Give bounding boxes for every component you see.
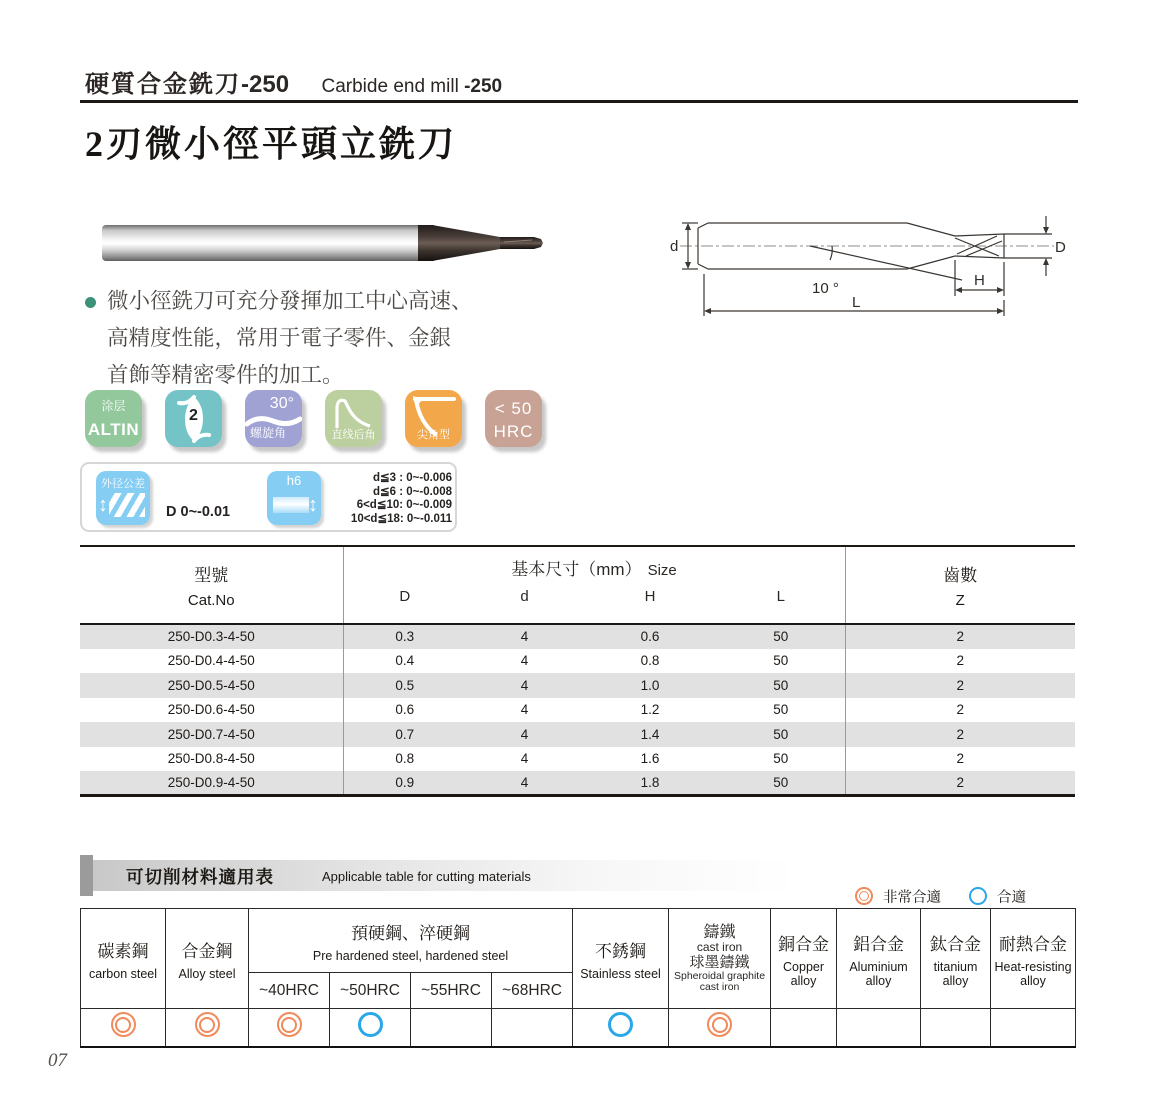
diagram-label-H: H (974, 272, 985, 289)
hardness-unit: HRC (493, 422, 534, 441)
suitability-mark (111, 1012, 136, 1037)
suitability-cell (837, 1009, 921, 1047)
mat-col-aluminium-alloy: 鋁合金 Aluminium alloy (837, 909, 921, 1009)
straight-relief-label: 直线后角 (331, 429, 376, 441)
cat-no: 250-D0.4-4-50 (167, 653, 255, 669)
sharp-corner-label: 尖角型 (417, 429, 450, 441)
materials-table-section (80, 908, 1075, 1048)
product-description (85, 283, 505, 394)
col-header-H: H (583, 588, 717, 624)
table-row: 250-D0.5-4-50 0.5 4 1.0 50 2 (80, 673, 1075, 698)
suitability-cell (249, 1009, 330, 1047)
table-row: 250-D0.3-4-50 0.3 4 0.6 50 2 (80, 624, 1075, 649)
mat-col-heat-resisting-alloy: 耐熱合金 Heat-resisting alloy (991, 909, 1076, 1009)
table-row: 250-D0.4-4-50 0.4 4 0.8 50 2 (80, 649, 1075, 674)
suitability-legend (855, 885, 1075, 907)
materials-table (80, 908, 1076, 1048)
very-suitable-label: 非常合適 (883, 889, 941, 906)
table-row: 250-D0.7-4-50 0.7 4 1.4 50 2 (80, 722, 1075, 747)
suitability-mark (608, 1012, 633, 1037)
product-title: 2刃微小徑平頭立銑刀 (85, 124, 458, 164)
hardness-badge (485, 390, 542, 447)
od-tolerance-label: 外径公差 (101, 478, 145, 490)
flute-count-value: 2 (189, 407, 198, 424)
mat-col-hardened-steel-group: 預硬鋼、淬硬鋼 Pre hardened steel, hardened steel (249, 909, 573, 973)
mat-subcol-68hrc: ~68HRC (492, 973, 573, 1009)
sharp-corner-badge (405, 390, 462, 447)
mat-col-alloy-steel: 合金鋼 Alloy steel (166, 909, 249, 1009)
col-header-d: d (466, 588, 583, 624)
col-header-L: L (717, 588, 845, 624)
helix-angle-value: 30° (269, 395, 294, 412)
h6-tolerance-badge (267, 471, 321, 525)
coating-badge (85, 390, 142, 447)
suitability-cell (330, 1009, 411, 1047)
dimension-diagram (652, 198, 1072, 326)
page-header (85, 64, 502, 99)
mat-col-titanium-alloy: 鈦合金 titanium alloy (921, 909, 991, 1009)
col-header-model: 型號 Cat.No (80, 546, 343, 624)
header-divider (80, 100, 1078, 103)
suitability-cell (669, 1009, 771, 1047)
size-table (80, 545, 1075, 797)
table-row: 250-D0.9-4-50 0.9 4 1.8 50 2 (80, 771, 1075, 796)
table-row: 250-D0.8-4-50 0.8 4 1.6 50 2 (80, 747, 1075, 772)
mat-col-carbon-steel: 碳素鋼 carbon steel (81, 909, 166, 1009)
suitability-cell (166, 1009, 249, 1047)
mat-subcol-50hrc: ~50HRC (330, 973, 411, 1009)
materials-title-en: Applicable table for cutting materials (322, 869, 531, 884)
suitability-cell (411, 1009, 492, 1047)
suitability-cell (573, 1009, 669, 1047)
bullet-icon (85, 297, 96, 308)
helix-angle-badge (245, 390, 302, 447)
description-line: 首飾等精密零件的加工。 (107, 363, 344, 387)
materials-title-zh: 可切削材料適用表 (126, 867, 274, 887)
od-tolerance-value: D 0~-0.01 (166, 504, 231, 520)
table-row: 250-D0.6-4-50 0.6 4 1.2 50 2 (80, 698, 1075, 723)
mat-col-copper-alloy: 銅合金 Copper alloy (771, 909, 837, 1009)
suitability-mark (707, 1012, 732, 1037)
cat-no: 250-D0.6-4-50 (167, 702, 255, 718)
vertical-arrow-icon: ↕ (98, 494, 108, 516)
suitability-mark (358, 1012, 383, 1037)
h6-tolerance-label: h6 (286, 473, 302, 488)
size-table-section (80, 545, 1075, 797)
suitable-icon (969, 887, 987, 905)
suitability-row (81, 1009, 1076, 1047)
hardness-value: < 50 (494, 399, 533, 418)
product-photo (100, 222, 545, 264)
mat-col-cast-iron: 鑄鐵 cast iron 球墨鑄鐵 Spheroidal graphite cast iron (669, 909, 771, 1009)
series-number-en: -250 (464, 76, 503, 97)
vertical-arrow-icon: ↕ (308, 494, 318, 516)
suitability-mark (277, 1012, 302, 1037)
diagram-label-d: d (670, 238, 679, 255)
tolerance-box (80, 462, 457, 532)
series-number-zh: -250 (241, 71, 290, 98)
cat-no: 250-D0.9-4-50 (167, 775, 255, 790)
cat-no: 250-D0.7-4-50 (167, 726, 255, 742)
suitability-mark (195, 1012, 220, 1037)
tolerance-row: 10<d≦18: 0~-0.011 (350, 512, 452, 525)
tolerance-row: d≦6 : 0~-0.008 (373, 485, 452, 498)
shank-band-icon (273, 497, 309, 513)
tolerance-values (330, 472, 452, 526)
col-header-D: D (343, 588, 466, 624)
od-tolerance-badge (96, 471, 150, 525)
straight-relief-badge (325, 390, 382, 447)
very-suitable-icon (855, 887, 873, 905)
mat-col-stainless-steel: 不銹鋼 Stainless steel (573, 909, 669, 1009)
coating-badge-label: 涂层 (101, 399, 126, 413)
suitability-cell (81, 1009, 166, 1047)
mat-subcol-40hrc: ~40HRC (249, 973, 330, 1009)
col-header-teeth: 齒數 Z (845, 546, 1075, 624)
coating-badge-value: ALTIN (87, 420, 140, 439)
cat-no: 250-D0.8-4-50 (167, 751, 255, 767)
suitability-cell (771, 1009, 837, 1047)
cat-no: 250-D0.5-4-50 (167, 677, 255, 693)
suitable-label: 合適 (997, 889, 1026, 906)
helix-angle-label: 螺旋角 (250, 426, 287, 440)
series-title-zh: 硬質合金銑刀 (85, 71, 241, 98)
suitability-cell (991, 1009, 1076, 1047)
suitability-cell (492, 1009, 573, 1047)
diagram-label-L: L (852, 294, 861, 311)
diagram-label-angle: 10 ° (812, 280, 839, 297)
cat-no: 250-D0.3-4-50 (167, 629, 255, 645)
page-number: 07 (48, 1050, 67, 1071)
tolerance-row: d≦3 : 0~-0.006 (373, 472, 452, 484)
description-line: 高精度性能，常用于電子零件、金銀 (107, 326, 452, 350)
description-line: 微小徑銑刀可充分發揮加工中心高速、 (85, 283, 505, 320)
flute-count-badge (165, 390, 222, 447)
mat-subcol-55hrc: ~55HRC (411, 973, 492, 1009)
series-title-en: Carbide end mill (321, 76, 465, 97)
col-header-size: 基本尺寸（mm） Size (343, 546, 845, 588)
hatch-pattern-icon (109, 493, 145, 517)
diagram-label-D: D (1055, 239, 1066, 256)
suitability-cell (921, 1009, 991, 1047)
tolerance-row: 6<d≦10: 0~-0.009 (356, 499, 452, 511)
